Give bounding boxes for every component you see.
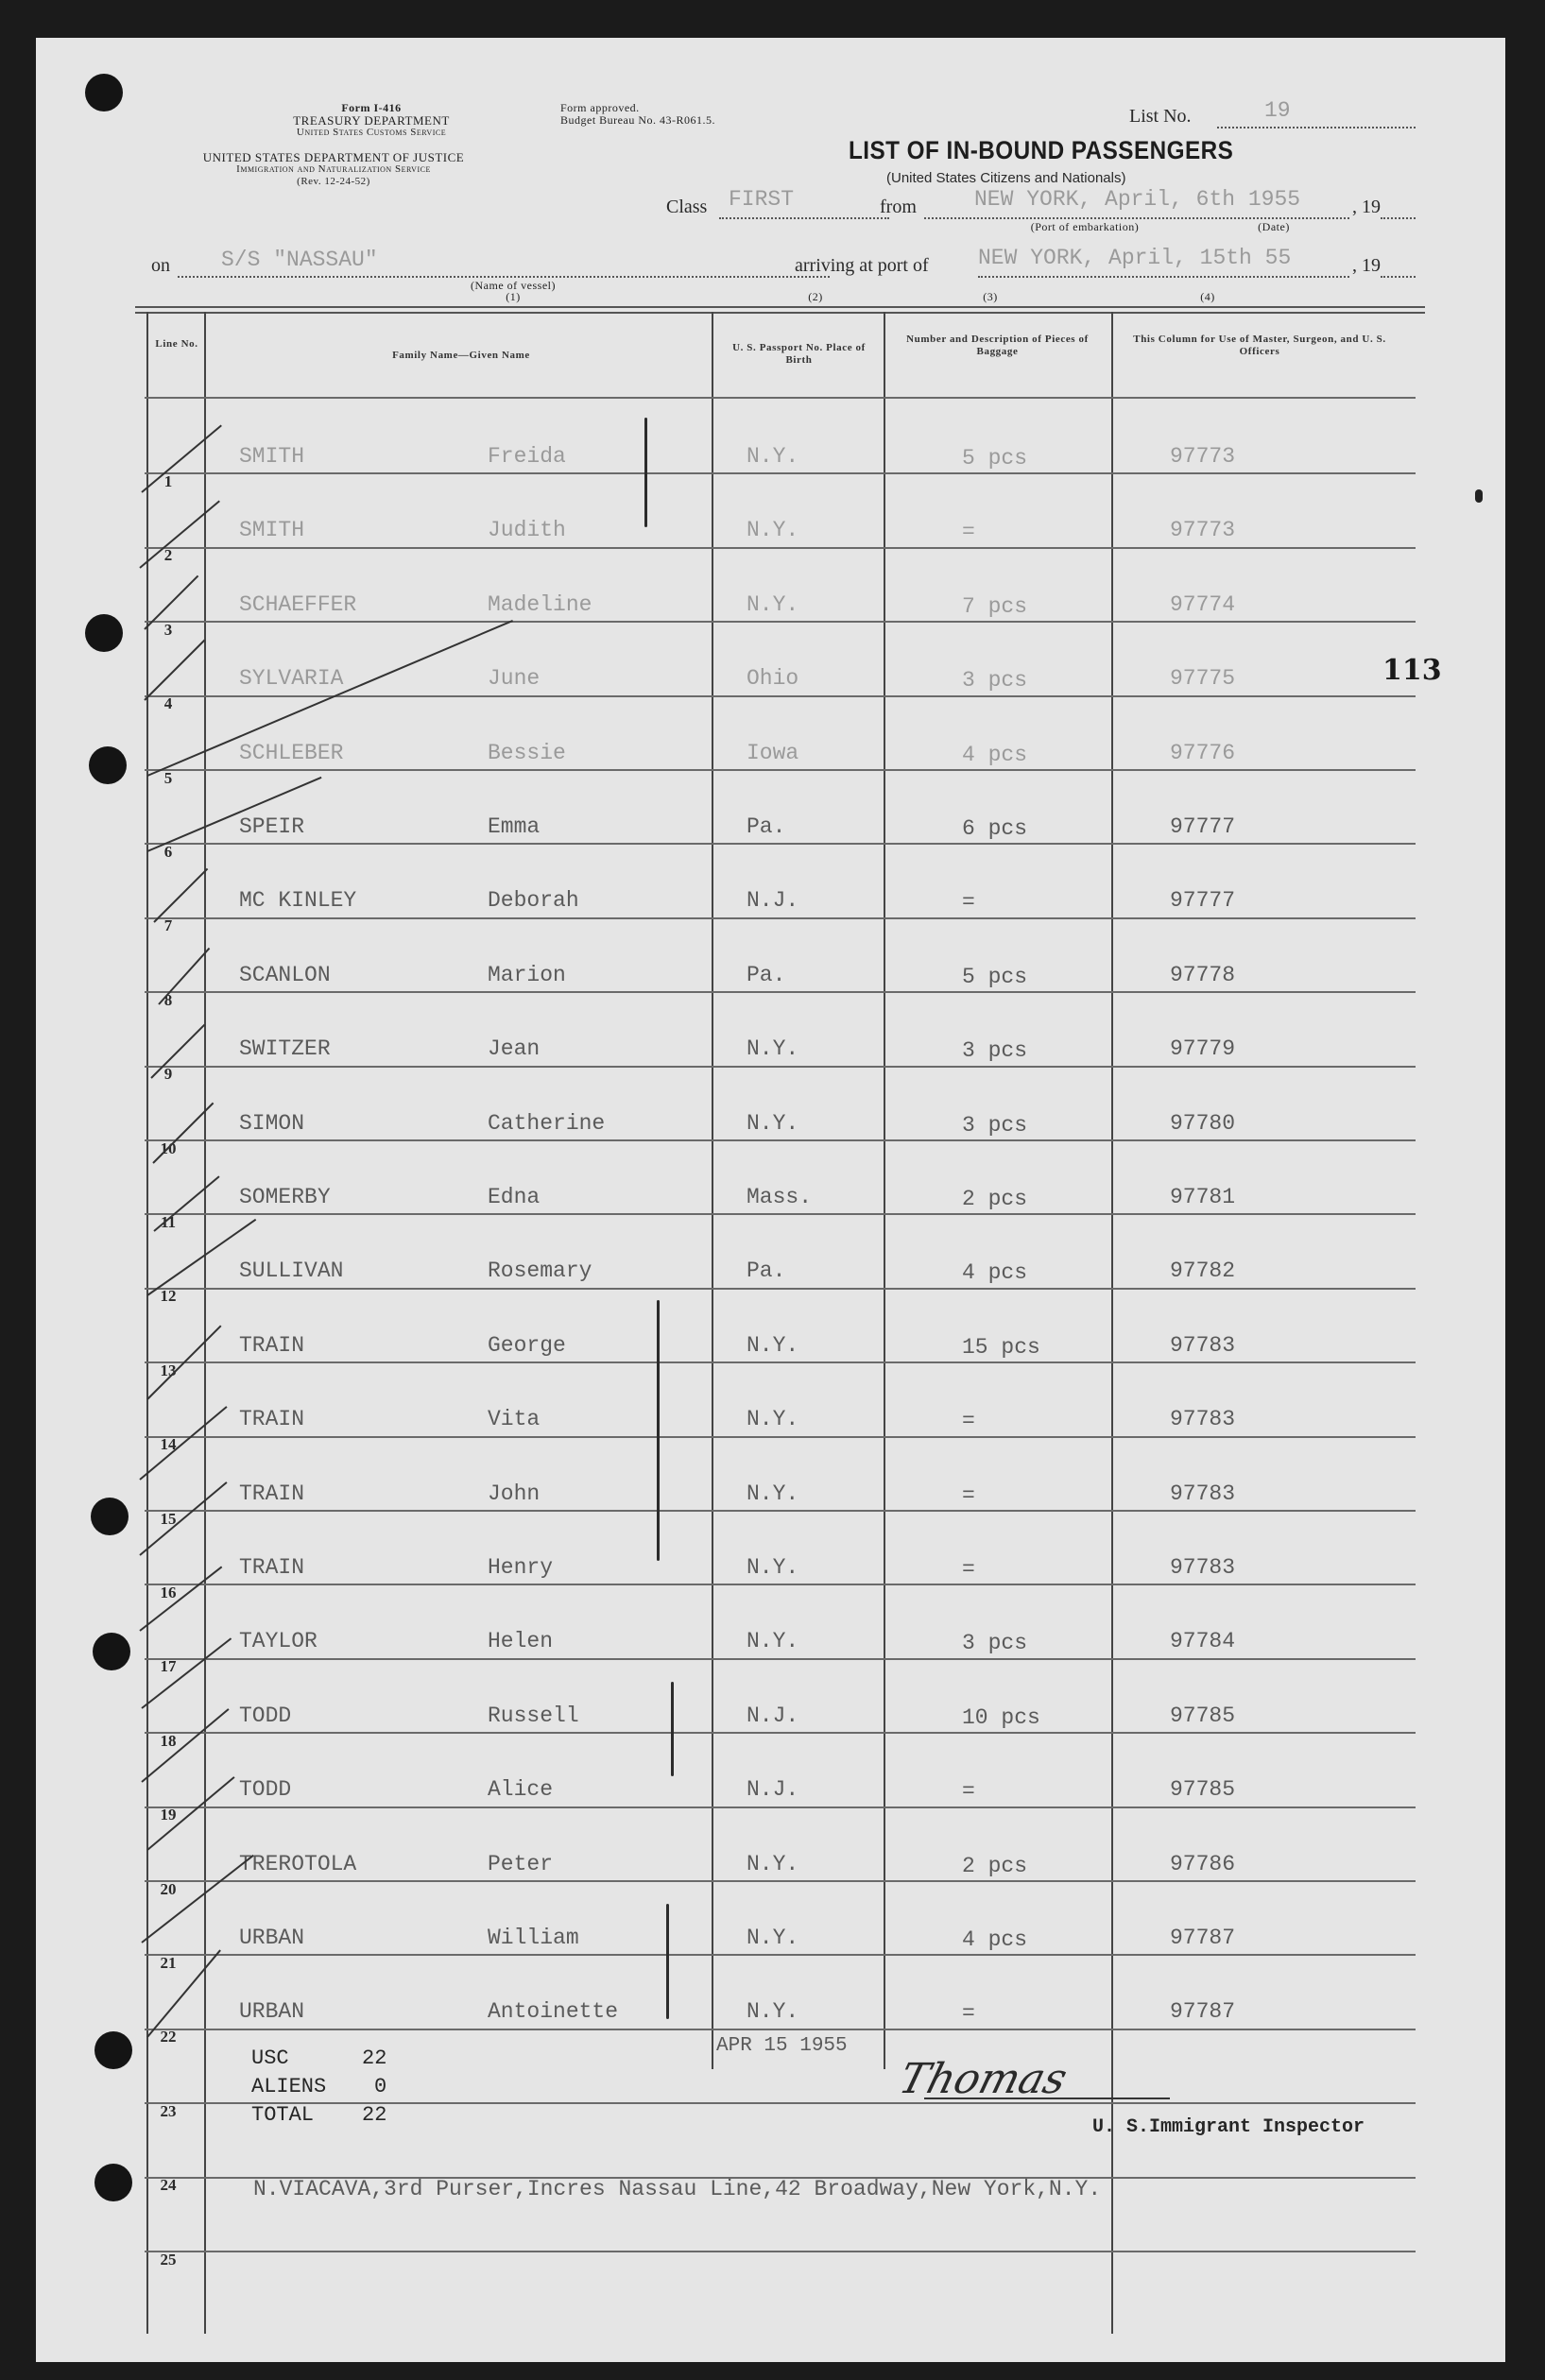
ticket-number: 97784 [1170, 1629, 1236, 1654]
family-name: SPEIR [239, 814, 305, 839]
baggage-count: 4 pcs [962, 1260, 1028, 1286]
row-rule [145, 1954, 1416, 1956]
line-number: 13 [160, 1361, 177, 1379]
ticket-number: 97776 [1170, 740, 1236, 765]
from-label: from [880, 197, 917, 217]
place-of-birth: N.Y. [747, 518, 799, 543]
row-rule [145, 1139, 1416, 1141]
given-name: Freida [488, 444, 566, 469]
place-of-birth: N.Y. [747, 444, 799, 469]
baggage-count: = [962, 1409, 975, 1434]
given-name: George [488, 1332, 566, 1358]
place-of-birth: N.Y. [747, 591, 799, 617]
check-mark [144, 640, 205, 701]
family-name: MC KINLEY [239, 888, 357, 914]
row-rule [145, 917, 1416, 919]
line-number: 21 [160, 1954, 177, 1972]
family-bracket [657, 1300, 660, 1561]
given-name: Helen [488, 1629, 554, 1654]
family-name: SWITZER [239, 1036, 331, 1062]
line-number: 25 [160, 2250, 177, 2269]
line-number: 8 [163, 990, 173, 1009]
family-name: SIMON [239, 1110, 305, 1136]
ticket-number: 97787 [1170, 1926, 1236, 1950]
family-name: TRAIN [239, 1555, 305, 1580]
line-number: 7 [163, 916, 173, 935]
family-name: TAYLOR [239, 1629, 318, 1654]
binder-hole [93, 1633, 130, 1670]
family-name: SMITH [239, 518, 305, 543]
baggage-count: 2 pcs [962, 1187, 1028, 1211]
given-name: William [488, 1926, 579, 1950]
line-number: 22 [160, 2028, 177, 2046]
list-no-line [1217, 127, 1416, 128]
row-rule [145, 843, 1416, 845]
row-rule [145, 397, 1416, 399]
family-name: TRAIN [239, 1407, 305, 1432]
given-name: Vita [488, 1407, 541, 1432]
passport-col-num: (2) [808, 290, 823, 303]
family-bracket [671, 1682, 674, 1776]
ink-mark [1475, 489, 1483, 503]
family-name: TODD [239, 1703, 292, 1728]
baggage-count: = [962, 1482, 975, 1508]
given-name: Antoinette [488, 1999, 619, 2025]
row-rule [145, 1510, 1416, 1512]
header-name: Family Name—Given Name [392, 350, 530, 361]
usc-count: 22 [362, 2046, 387, 2070]
aliens-label: ALIENS [251, 2075, 327, 2098]
place-of-birth: N.Y. [747, 1036, 799, 1062]
row-rule [145, 1732, 1416, 1734]
aliens-count: 0 [374, 2075, 387, 2098]
baggage-count: 10 pcs [962, 1704, 1040, 1730]
usc-label: USC [251, 2046, 289, 2070]
document-page [36, 38, 1505, 2362]
family-name: SOMERBY [239, 1185, 331, 1209]
place-of-birth: N.Y. [747, 1555, 799, 1580]
class-line [719, 217, 889, 219]
line-number: 19 [160, 1806, 177, 1824]
ticket-number: 97780 [1170, 1110, 1236, 1136]
given-name: Russell [488, 1703, 579, 1728]
place-of-birth: Pa. [747, 1258, 786, 1284]
class-value: FIRST [729, 187, 795, 212]
treasury-dept: TREASURY DEPARTMENT [293, 113, 450, 128]
vessel-col-num: (1) [506, 290, 521, 303]
baggage-count: 4 pcs [962, 1927, 1028, 1952]
port-embark-caption: (Port of embarkation) [1030, 220, 1140, 233]
baggage-count: = [962, 890, 975, 916]
place-of-birth: N.J. [747, 1777, 799, 1803]
family-bracket [666, 1904, 669, 2019]
family-name: SCHLEBER [239, 740, 344, 765]
list-no-label: List No. [1129, 106, 1192, 127]
ticket-number: 97787 [1170, 1999, 1236, 2025]
binder-hole [94, 2031, 132, 2069]
binder-hole [89, 746, 127, 784]
family-name: SCHAEFFER [239, 591, 357, 617]
vessel-line [178, 276, 830, 278]
place-of-birth: Mass. [747, 1185, 813, 1209]
baggage-count: 2 pcs [962, 1853, 1028, 1878]
form-approved: Form approved. [560, 101, 640, 114]
row-rule [145, 547, 1416, 549]
baggage-count: 3 pcs [962, 1631, 1028, 1656]
ticket-number: 97778 [1170, 962, 1236, 987]
from-year: , 19 [1352, 197, 1381, 217]
class-label: Class [666, 197, 708, 217]
row-rule [145, 621, 1416, 623]
given-name: Madeline [488, 591, 592, 617]
arriving-year-line [1381, 276, 1416, 278]
row-rule [145, 1658, 1416, 1660]
arriving-value: NEW YORK, April, 15th 55 [978, 246, 1292, 270]
family-name: URBAN [239, 1926, 305, 1950]
line-number: 24 [160, 2176, 177, 2195]
ticket-number: 97777 [1170, 888, 1236, 914]
table-top-double [135, 306, 1425, 308]
line-number: 20 [160, 1879, 177, 1898]
row-rule [145, 1880, 1416, 1882]
line-number: 10 [160, 1139, 177, 1157]
family-name: TODD [239, 1777, 292, 1803]
total-label: TOTAL [251, 2103, 315, 2127]
place-of-birth: Iowa [747, 740, 799, 765]
place-of-birth: N.Y. [747, 1110, 799, 1136]
inspector-signature: Thomas [894, 2055, 1073, 2103]
given-name: Catherine [488, 1110, 606, 1136]
header-officers: This Column for Use of Master, Surgeon, and U. S. Officers [1133, 334, 1386, 357]
justice-dept: UNITED STATES DEPARTMENT OF JUSTICE [202, 150, 465, 164]
given-name: Marion [488, 962, 566, 987]
line-number: 9 [163, 1065, 173, 1084]
place-of-birth: N.Y. [747, 1629, 799, 1654]
given-name: June [488, 666, 541, 692]
list-no-value: 19 [1264, 98, 1291, 123]
baggage-count: 15 pcs [962, 1334, 1040, 1360]
family-name: SMITH [239, 444, 305, 469]
place-of-birth: N.J. [747, 888, 799, 914]
given-name: John [488, 1481, 541, 1506]
place-of-birth: Pa. [747, 962, 786, 987]
given-name: Edna [488, 1185, 541, 1209]
line-number: 16 [160, 1584, 177, 1601]
family-name: URBAN [239, 1999, 305, 2025]
vessel-caption: (Name of vessel) [471, 279, 556, 292]
place-of-birth: Pa. [747, 814, 786, 839]
given-name: Judith [488, 518, 566, 543]
row-rule [145, 2177, 1416, 2179]
given-name: Bessie [488, 740, 566, 765]
binder-hole [85, 614, 123, 652]
place-of-birth: N.Y. [747, 1332, 799, 1358]
family-name: TREROTOLA [239, 1851, 357, 1876]
from-value: NEW YORK, April, 6th 1955 [974, 187, 1301, 212]
row-rule [145, 1806, 1416, 1808]
row-rule [145, 1213, 1416, 1215]
row-rule [145, 1436, 1416, 1438]
given-name: Rosemary [488, 1258, 592, 1284]
from-year-line [1381, 217, 1416, 219]
line-number: 11 [160, 1213, 177, 1231]
col-divider-baggage [1111, 312, 1113, 2334]
row-rule [145, 472, 1416, 474]
baggage-count: 5 pcs [962, 964, 1028, 989]
header-line-no: Line No. [155, 338, 198, 350]
check-mark [153, 868, 208, 923]
col-divider-line [204, 312, 206, 2334]
binder-hole [85, 74, 123, 111]
baggage-count: = [962, 520, 975, 545]
col-divider-left [146, 312, 148, 2334]
place-of-birth: Ohio [747, 666, 799, 692]
row-rule [145, 2102, 1416, 2104]
row-rule [145, 1066, 1416, 1068]
from-line [924, 217, 1349, 219]
baggage-col-num: (3) [983, 290, 998, 303]
arriving-line [978, 276, 1349, 278]
baggage-count: 4 pcs [962, 742, 1028, 767]
binder-hole [94, 2164, 132, 2201]
baggage-count: 3 pcs [962, 1112, 1028, 1138]
line-number: 2 [163, 546, 173, 565]
family-bracket [644, 418, 647, 527]
place-of-birth: N.Y. [747, 1481, 799, 1506]
given-name: Henry [488, 1555, 554, 1580]
line-number: 12 [160, 1287, 177, 1306]
row-rule [145, 769, 1416, 771]
header-baggage: Number and Description of Pieces of Baggage [906, 334, 1089, 357]
form-title: LIST OF IN-BOUND PASSENGERS [849, 136, 1234, 164]
line-number: 23 [160, 2101, 177, 2120]
line-number: 17 [160, 1657, 177, 1676]
ticket-number: 97783 [1170, 1555, 1236, 1580]
header-passport: U. S. Passport No. Place of Birth [732, 342, 866, 366]
ticket-number: 97779 [1170, 1036, 1236, 1062]
revision-date: (Rev. 12-24-52) [297, 176, 370, 187]
row-rule [145, 1584, 1416, 1585]
ticket-number: 97785 [1170, 1703, 1236, 1728]
row-rule [145, 2029, 1416, 2030]
place-of-birth: N.Y. [747, 1407, 799, 1432]
ticket-number: 97785 [1170, 1777, 1236, 1803]
form-subtitle: (United States Citizens and Nationals) [886, 170, 1126, 186]
arriving-label: arriving at port of [795, 255, 929, 276]
ticket-number: 97774 [1170, 591, 1236, 617]
ticket-number: 97786 [1170, 1851, 1236, 1876]
given-name: Alice [488, 1777, 554, 1803]
line-number: 14 [160, 1435, 177, 1454]
customs-service: United States Customs Service [296, 127, 447, 138]
inspector-title: U. S.Immigrant Inspector [1092, 2116, 1365, 2138]
family-name: SYLVARIA [239, 666, 344, 692]
line-number: 5 [163, 768, 173, 787]
row-rule [145, 1288, 1416, 1290]
purser-line: N.VIACAVA,3rd Purser,Incres Nassau Line,42 Broadway,New York,N.Y. [253, 2177, 1102, 2201]
baggage-count: 3 pcs [962, 1038, 1028, 1064]
vessel-value: S/S "NASSAU" [221, 248, 378, 272]
binder-hole [91, 1498, 129, 1535]
baggage-count: 3 pcs [962, 668, 1028, 693]
ticket-number: 97773 [1170, 444, 1236, 469]
date-stamp: APR 15 1955 [716, 2035, 848, 2057]
line-number: 18 [160, 1731, 177, 1750]
ticket-number: 97781 [1170, 1185, 1236, 1209]
baggage-count: = [962, 2001, 975, 2027]
row-rule [145, 2251, 1416, 2252]
table-top [135, 312, 1425, 314]
baggage-count: = [962, 1557, 975, 1582]
family-name: SCANLON [239, 962, 331, 987]
signature-underline [924, 2097, 1170, 2099]
line-number: 1 [163, 472, 173, 490]
ticket-number: 97783 [1170, 1332, 1236, 1358]
line-number: 3 [163, 620, 173, 639]
officers-col-num: (4) [1200, 290, 1215, 303]
given-name: Deborah [488, 888, 579, 914]
given-name: Emma [488, 814, 541, 839]
place-of-birth: N.Y. [747, 1999, 799, 2025]
on-label: on [151, 255, 170, 276]
row-rule [145, 991, 1416, 993]
ticket-number: 97773 [1170, 518, 1236, 543]
ticket-number: 97783 [1170, 1407, 1236, 1432]
place-of-birth: N.J. [747, 1703, 799, 1728]
check-mark [141, 1855, 253, 1943]
ticket-number: 97783 [1170, 1481, 1236, 1506]
given-name: Peter [488, 1851, 554, 1876]
place-of-birth: N.Y. [747, 1851, 799, 1876]
ins-service: Immigration and Naturalization Service [236, 163, 431, 175]
budget-bureau: Budget Bureau No. 43-R061.5. [560, 113, 715, 127]
date-caption: (Date) [1258, 220, 1290, 233]
line-number: 6 [163, 843, 173, 861]
place-of-birth: N.Y. [747, 1926, 799, 1950]
ticket-number: 97777 [1170, 814, 1236, 839]
baggage-count: 6 pcs [962, 816, 1028, 841]
family-name: TRAIN [239, 1481, 305, 1506]
ticket-number: 97782 [1170, 1258, 1236, 1284]
baggage-count: = [962, 1779, 975, 1805]
line-number: 4 [163, 694, 173, 713]
arriving-year: , 19 [1352, 255, 1381, 276]
ticket-number: 97775 [1170, 666, 1236, 692]
total-count: 22 [362, 2103, 387, 2127]
given-name: Jean [488, 1036, 541, 1062]
row-rule [145, 1361, 1416, 1363]
family-name: SULLIVAN [239, 1258, 344, 1284]
baggage-count: 7 pcs [962, 593, 1028, 619]
form-number: Form I-416 [341, 101, 402, 114]
side-page-number: 113 [1382, 654, 1442, 687]
family-name: TRAIN [239, 1332, 305, 1358]
line-number: 15 [160, 1509, 177, 1528]
baggage-count: 5 pcs [962, 446, 1028, 471]
